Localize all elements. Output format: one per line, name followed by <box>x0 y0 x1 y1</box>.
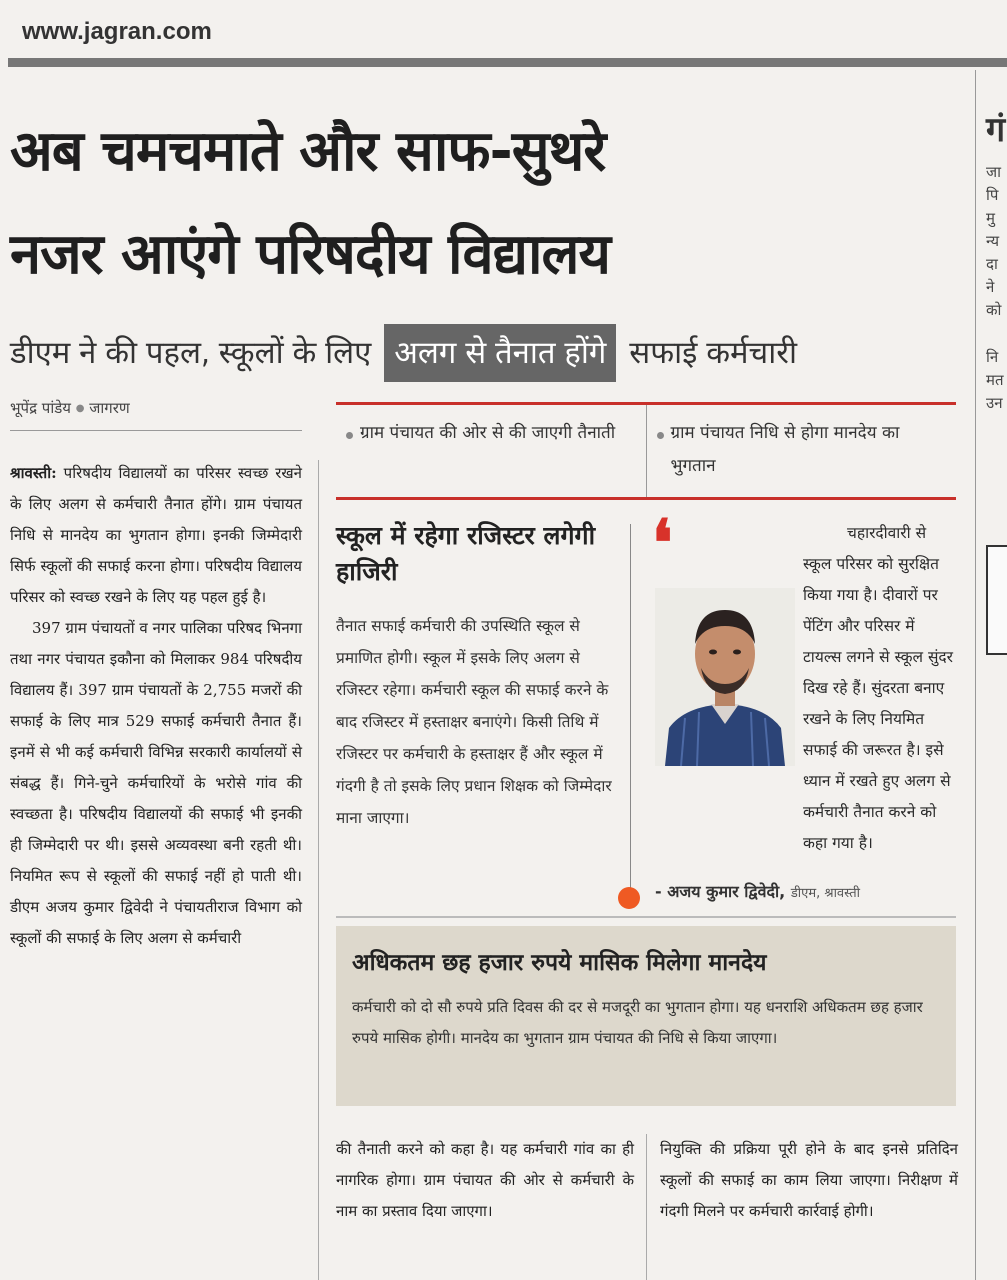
byline-source: जागरण <box>89 399 130 417</box>
adjacent-line: मु <box>986 209 995 227</box>
quote-divider <box>630 524 631 894</box>
subhead-tail: सफाई कर्मचारी <box>629 335 797 371</box>
main-story-para-1 <box>10 458 302 613</box>
adjacent-line: ने <box>986 278 995 296</box>
highlight-item: ग्राम पंचायत निधि से होगा मानदेय का भुगतान <box>646 405 957 497</box>
continuation-column-2: की तैनाती करने को कहा है। यह कर्मचारी गांव का ही नागरिक होगा। ग्राम पंचायत की ओर से कर्मचारी के नाम का प्रस्ताव दिया जाएगा। <box>336 1140 634 1220</box>
column-divider <box>646 1134 647 1280</box>
adjacent-line: नि <box>986 348 999 366</box>
adjacent-box <box>986 545 1007 655</box>
quote-author-name: - अजय कुमार द्विवेदी, <box>655 882 786 901</box>
adjacent-story-clip <box>975 70 1007 1280</box>
continuation-column-3: नियुक्ति की प्रक्रिया पूरी होने के बाद इनसे प्रतिदिन स्कूलों की सफाई का काम लिया जाएगा। निरीक्षण में गंदगी मिलने पर कर्मचारी कार्रवाई होगी। <box>660 1140 958 1220</box>
byline-separator: ● <box>75 403 85 414</box>
headline-line-2: नजर आएंगे परिषदीय विद्यालय <box>10 222 610 287</box>
highlights-strip <box>336 402 956 500</box>
quote-author-designation: डीएम, श्रावस्ती <box>790 886 860 901</box>
subhead-highlight: अलग से तैनात होंगे <box>384 324 616 382</box>
honorarium-box-title: अधिकतम छह हजार रुपये मासिक मिलेगा मानदेय <box>352 950 767 976</box>
headline <box>10 100 940 306</box>
para-1-text: परिषदीय विद्यालयों का परिसर स्वच्छ रखने के लिए अलग से कर्मचारी तैनात होंगे। ग्राम पंचायत निधि से मानदेय का भुगतान होगा। इनकी जिम्मेदारी सिर्फ स्कूलों की सफाई करना होगा। परिषदीय विद्यालय परिसर को स्वच्छ रखने के लिए यह पहल हुई है। <box>10 464 302 606</box>
main-story-column <box>10 458 302 954</box>
adjacent-line: जा <box>986 163 1002 181</box>
orange-dot-icon <box>618 887 640 909</box>
adjacent-line: दा <box>986 255 998 273</box>
honorarium-box-body: कर्मचारी को दो सौ रुपये प्रति दिवस की दर से मजदूरी का भुगतान होगा। यह धनराशि अधिकतम छह हजार रुपये मासिक होगी। मानदेय का भुगतान ग्राम पंचायत की निधि से किया जाएगा। <box>352 998 923 1047</box>
subheadline <box>10 323 960 383</box>
site-url[interactable]: www.jagran.com <box>22 18 212 45</box>
dm-portrait-photo <box>655 588 795 766</box>
highlight-item: ग्राम पंचायत की ओर से की जाएगी तैनाती <box>336 405 646 497</box>
headline-line-1: अब चमचमाते और साफ-सुथरे <box>10 119 606 184</box>
adjacent-line: मत <box>986 371 1004 389</box>
adjacent-line: पि <box>986 186 999 204</box>
dateline: श्रावस्ती: <box>10 464 57 482</box>
register-box-body: तैनात सफाई कर्मचारी की उपस्थिति स्कूल से प्रमाणित होगी। स्कूल में इसके लिए अलग से रजिस्टर रहेगा। कर्मचारी स्कूल की सफाई करने के बाद रजिस्टर में हस्ताक्षर बनाएंगे। किसी तिथि में रजिस्टर पर कर्मचारी के हस्ताक्षर हैं और स्कूल में गंदगी है तो इसके लिए प्रधान शिक्षक को जिम्मेदार माना जाएगा। <box>336 617 612 827</box>
adjacent-line: को <box>986 301 1002 319</box>
byline <box>10 398 302 431</box>
subhead-lead: डीएम ने की पहल, स्कूलों के लिए <box>10 335 372 371</box>
adjacent-line: उन <box>986 394 1003 412</box>
byline-author: भूपेंद्र पांडेय <box>10 399 71 417</box>
main-story-para-2: 397 ग्राम पंचायतों व नगर पालिका परिषद भिनगा तथा नगर पंचायत इकौना को मिलाकर 984 परिषदीय विद्यालय हैं। 397 ग्राम पंचायतों के 2,755 मजरों की सफाई के लिए मात्र 529 सफाई कर्मचारी तैनात हैं। इनमें से भी कई कर्मचारी विभिन्न सरकारी कार्यालयों से संबद्ध हैं। गिने-चुने कर्मचारियों के भरोसे गांव की स्वच्छता है। परिषदीय विद्यालयों की सफाई भी इनकी ही जिम्मेदारी पर थी। इससे अव्यवस्था बनी रहती थी। नियमित रूप से स्कूलों की सफाई नहीं हो पाती थी। डीएम अजय कुमार द्विवेदी ने पंचायतीराज विभाग को स्कूलों की सफाई के लिए अलग से कर्मचारी <box>10 619 302 947</box>
honorarium-box <box>336 926 956 1106</box>
adjacent-story-title: गं <box>986 110 1006 150</box>
column-divider <box>318 460 319 1280</box>
masthead-rule <box>8 58 1007 67</box>
adjacent-line: न्य <box>986 232 1000 250</box>
section-rule <box>336 916 956 918</box>
quote-body: चहारदीवारी से स्कूल परिसर को सुरक्षित किया गया है। दीवारों पर पेंटिंग और परिसर में टायल्स लगने से स्कूल सुंदर दिख रहे हैं। सुंदरता बनाए रखने के लिए नियमित सफाई की जरूरत है। इसे ध्यान में रखते हुए अलग से कर्मचारी तैनात करने को कहा गया है। <box>803 524 953 852</box>
quote-attribution <box>655 880 955 902</box>
quote-mark-icon: ❛ <box>652 506 673 581</box>
register-box-title: स्कूल में रहेगा रजिस्टर लगेगी हाजिरी <box>336 521 596 586</box>
